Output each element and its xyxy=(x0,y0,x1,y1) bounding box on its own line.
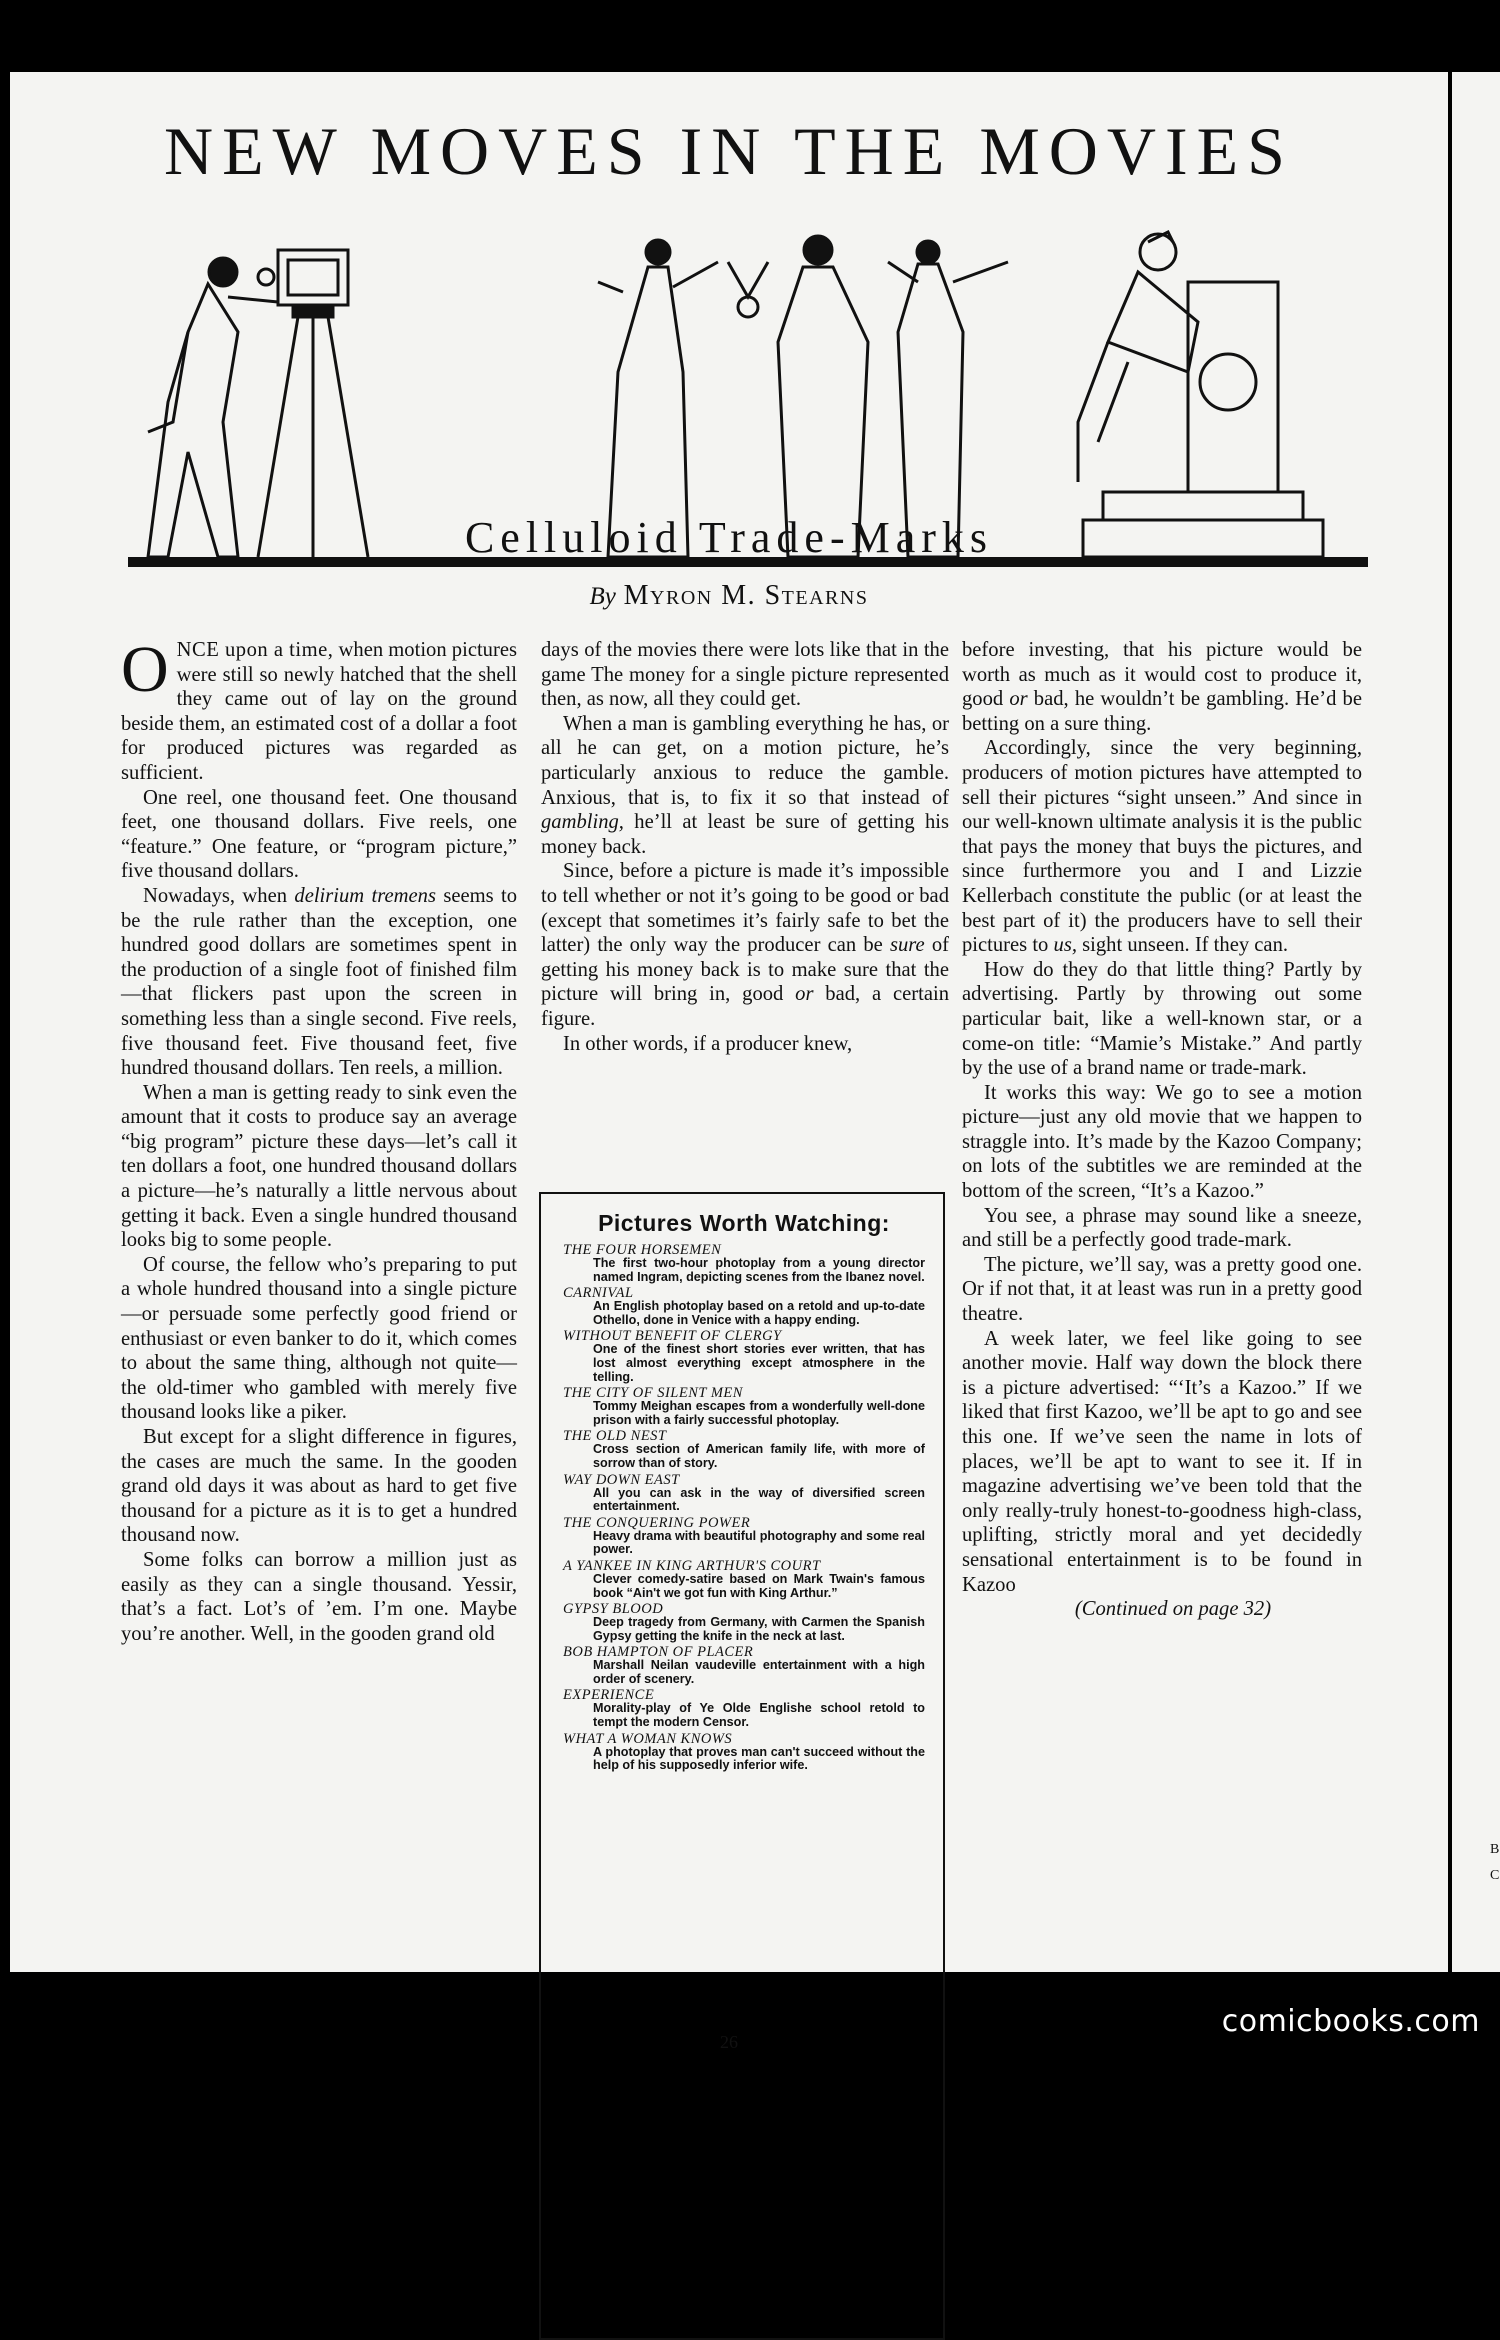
film-title: A YANKEE IN KING ARTHUR'S COURT xyxy=(563,1557,821,1574)
sidebar-entry xyxy=(563,1429,925,1470)
film-description: Morality-play of Ye Olde Englishe school retold to tempt the modern Censor. xyxy=(593,1701,925,1730)
paragraph: Nowadays, when delirium tremens seems to be the rule rather than the exception, one hundred good dollars are sometimes spent in the production of a single foot of finished film—that flickers past upon the screen in something less than a single second. Five reels, five thousand feet. Five thousand feet, five hundred thousand dollars. Ten reels, a million. xyxy=(121,884,518,1080)
film-title: BOB HAMPTON OF PLACER xyxy=(563,1644,754,1661)
film-title: WHAT A WOMAN KNOWS xyxy=(563,1730,733,1747)
sidebar-entry xyxy=(563,1286,925,1327)
paragraph: Accordingly, since the very beginning, producers of motion pictures have attempted to sell their pictures “sight unseen.” And since in our well-known ultimate analysis it is the public that pays the money that buys the pictures, and since furthermore you and I and Lizzie Kellerbach constitute the public (or at least the best part of it) the producers have to sell their pictures to us, sight unseen. If they can. xyxy=(962,737,1362,957)
paragraph: One reel, one thousand feet. One thousand feet, one thousand dollars. Five reels, one “feature.” One feature, or “program picture,” five thousand dollars. xyxy=(121,786,517,883)
page-headline: NEW MOVES IN THE MOVIES xyxy=(163,113,1294,189)
article-column-1 xyxy=(121,633,518,1646)
pictures-worth-watching-box xyxy=(539,1192,945,2340)
paragraph: You see, a phrase may sound like a sneeze, and still be a perfectly good trade-mark. xyxy=(962,1204,1362,1252)
film-title: WAY DOWN EAST xyxy=(563,1471,680,1488)
film-title: CARNIVAL xyxy=(563,1285,634,1302)
film-description: A photoplay that proves man can't succeed without the help of his supposedly inferior wife. xyxy=(593,1744,925,1773)
adjacent-page-edge xyxy=(1452,72,1500,1972)
page-number: 26 xyxy=(720,2032,738,2052)
film-description: Marshall Neilan vaudeville entertainment with a high order of scenery. xyxy=(593,1658,925,1686)
paragraph: When a man is getting ready to sink even the amount that it costs to produce say an average “big program” picture these days—let’s call it ten dollars a foot, one hundred thousand dollars a picture—he’s naturally a little nervous about getting it back. Even a single hundred thousand looks big to some people. xyxy=(121,1081,517,1252)
film-description: All you can ask in the way of diversified screen entertainment. xyxy=(593,1485,925,1514)
paragraph: A week later, we feel like going to see another movie. Half way down the block there is a picture advertised: “‘It’s a Kazoo.” If we liked that first Kazoo, we’ll be apt to go and see this one. If we’ve seen the name in lots of places, we’ll be apt to want to see it. If in magazine advertising we’ve been told that the only really-truly honest-to-goodness high-class, uplifting, strictly moral and yet decidedly sensational entertainment is to be found in Kazoo xyxy=(962,1327,1362,1596)
article-column-2 xyxy=(541,638,949,1056)
paragraph: Of course, the fellow who’s preparing to put a whole hundred thousand into a single picture—or persuade some perfectly good friend or enthusiast or even banker to do it, which comes to about the same thing, although not quite—the old-timer who gambled with merely five thousand looks like a piker. xyxy=(121,1253,517,1424)
author-name: Myron M. Stearns xyxy=(623,580,869,611)
film-title: THE OLD NEST xyxy=(563,1428,667,1445)
site-watermark: comicbooks.com xyxy=(1221,2004,1480,2039)
drop-cap: O xyxy=(121,633,169,706)
edge-letter: C xyxy=(1490,1868,1500,1883)
paragraph: How do they do that little thing? Partly by advertising. Partly by throwing out some particular bait, like a well-known star, or a come-on title: “Mamie’s Mistake.” And partly by the use of a brand name or trade-mark. xyxy=(962,958,1362,1080)
film-title: THE CITY OF SILENT MEN xyxy=(563,1385,743,1402)
byline xyxy=(10,580,1448,612)
paragraph: It works this way: We go to see a motion picture—just any old movie that we happen to straggle into. It’s made by the Kazoo Company; on lots of the subtitles we are reminded at the bottom of the screen, “It’s a Kazoo.” xyxy=(962,1081,1362,1203)
edge-letter: B xyxy=(1490,1842,1500,1857)
sidebar-entry xyxy=(563,1732,925,1773)
film-description: Tommy Meighan escapes from a wonderfully well-done prison with a fairly successful photoplay. xyxy=(593,1399,925,1427)
sidebar-entry xyxy=(563,1602,925,1643)
sidebar-entry xyxy=(563,1516,925,1557)
film-description: Clever comedy-satire based on Mark Twain's famous book “Ain't we got fun with King Arthur.” xyxy=(593,1571,925,1600)
film-title: THE CONQUERING POWER xyxy=(563,1514,751,1531)
article-title: Celluloid Trade-Marks xyxy=(464,513,994,562)
article-column-3 xyxy=(962,638,1362,1622)
sidebar-entry xyxy=(563,1386,925,1427)
sidebar-entry xyxy=(563,1688,925,1729)
paragraph: ONCE upon a time, when motion pictures were still so newly hatched that the shell they came out of lay on the ground beside them, an estimated cost of a dollar a foot for produced pictures was regarded as sufficient. xyxy=(121,633,517,784)
sidebar-entry xyxy=(563,1473,925,1514)
paragraph: Some folks can borrow a million just as easily as they can a single thousand. Yessir, that’s a fact. Lot’s of ’em. I’m one. Maybe you’re another. Well, in the gooden grand old xyxy=(121,1548,517,1645)
sidebar-list xyxy=(563,1243,925,1773)
paragraph: before investing, that his picture would be worth as much as it would cost to produce it, good or bad, he wouldn’t be gambling. He’d be betting on a sure thing. xyxy=(962,639,1362,735)
sidebar-entry xyxy=(563,1329,925,1384)
paragraph: But except for a slight difference in figures, the cases are much the same. In the gooden grand old days it was about as hard to get five thousand for a picture as it is to get a hundred thousand now. xyxy=(121,1426,517,1547)
film-description: Cross section of American family life, with more of sorrow than of story. xyxy=(593,1442,925,1470)
paragraph: Since, before a picture is made it’s impossible to tell whether or not it’s going to be good or bad (except that sometimes it’s fairly safe to bet the latter) the only way the producer can be sure of getting his money back is to make sure that the picture will bring in, good or bad, a certain figure. xyxy=(541,860,949,1030)
film-description: An English photoplay based on a retold and up-to-date Othello, done in Venice with a happy ending. xyxy=(593,1299,925,1327)
film-title: THE FOUR HORSEMEN xyxy=(563,1242,722,1258)
paragraph: In other words, if a producer knew, xyxy=(563,1032,853,1055)
sidebar-entry xyxy=(563,1243,925,1284)
sidebar-entry xyxy=(563,1559,925,1600)
sidebar-entry xyxy=(563,1645,925,1686)
film-description: One of the finest short stories ever written, that has lost almost everything except atmosphere in the telling. xyxy=(593,1342,925,1384)
film-description: Heavy drama with beautiful photography and some real power. xyxy=(593,1528,925,1557)
film-title: EXPERIENCE xyxy=(563,1687,655,1704)
film-description: Deep tragedy from Germany, with Carmen the Spanish Gypsy getting the knife in the neck at last. xyxy=(593,1615,925,1643)
film-title: WITHOUT BENEFIT OF CLERGY xyxy=(563,1328,782,1345)
paragraph: When a man is gambling everything he has, or all he can get, on a motion picture, he’s particularly anxious to reduce the gamble. Anxious, that is, to fix it so that instead of gambling, he’ll at least be sure of getting his money back. xyxy=(541,712,949,858)
continued-note: (Continued on page 32) xyxy=(1074,1598,1272,1621)
film-title: GYPSY BLOOD xyxy=(563,1601,664,1618)
sidebar-heading: Pictures Worth Watching: xyxy=(598,1210,890,1236)
byline-by: By xyxy=(589,583,616,610)
paragraph: days of the movies there were lots like that in the game The money for a single picture represented then, as now, all they could get. xyxy=(541,639,949,711)
film-description: The first two-hour photoplay from a young director named Ingram, depicting scenes from the Ibanez novel. xyxy=(593,1256,925,1284)
paragraph: The picture, we’ll say, was a pretty good one. Or if not that, it at least was run in a pretty good theatre. xyxy=(962,1253,1362,1326)
